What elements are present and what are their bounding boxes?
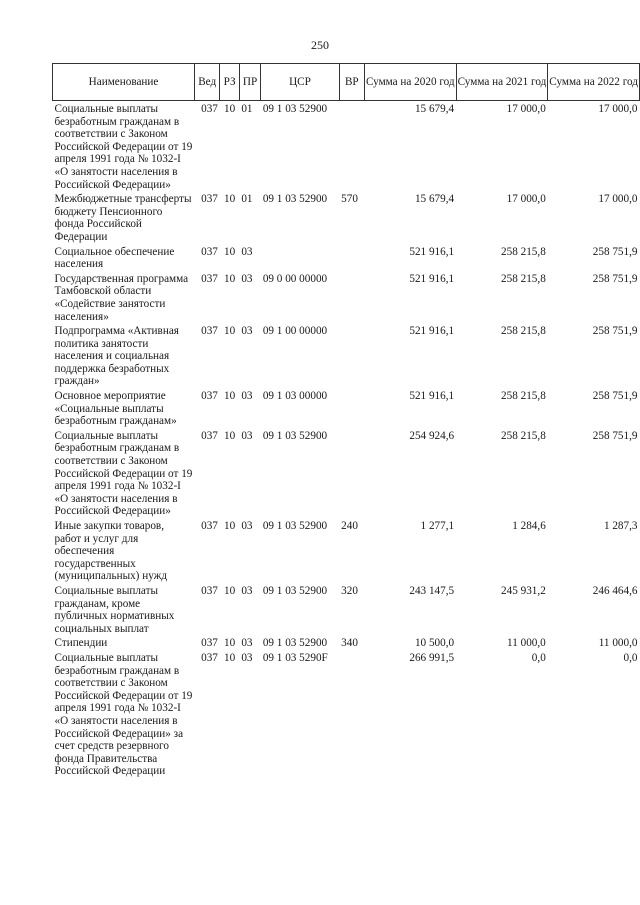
cell-sum-2021: 258 215,8 xyxy=(501,245,546,258)
cell-sum-2022: 258 751,9 xyxy=(592,245,638,258)
cell-pr: 03 xyxy=(241,584,253,597)
cell-sum-2021: 258 215,8 xyxy=(501,272,546,285)
table-row xyxy=(53,323,640,388)
cell-ved: 037 xyxy=(201,390,218,403)
table-body xyxy=(53,101,640,778)
header-vr: ВР xyxy=(339,64,364,101)
cell-name: Основное мероприятие «Социальные выплаты безработным гражданам» xyxy=(54,390,177,428)
cell-sum-2022: 258 751,9 xyxy=(592,390,638,403)
cell-vr xyxy=(339,650,364,778)
cell-csr: 09 1 03 52900 xyxy=(262,429,328,442)
cell-name: Межбюджетные трансферты бюджету Пенсионного фонда Российской Федерации xyxy=(54,193,192,243)
cell-sum-2020: 243 147,5 xyxy=(409,584,455,597)
header-ved: Вед xyxy=(195,64,220,101)
cell-ved: 037 xyxy=(201,272,218,285)
cell-name: Государственная программа Тамбовской области «Содействие занятости населения» xyxy=(54,272,189,323)
header-sum-2020: Сумма на 2020 год xyxy=(364,64,456,101)
cell-rz: 10 xyxy=(224,272,236,285)
cell-ved: 037 xyxy=(201,103,218,115)
cell-sum-2021: 17 000,0 xyxy=(506,193,546,206)
cell-pr: 03 xyxy=(241,245,253,258)
cell-vr: 570 xyxy=(341,193,358,206)
cell-sum-2020: 266 991,5 xyxy=(409,651,455,664)
cell-name: Социальные выплаты гражданам, кроме публичных нормативных социальных выплат xyxy=(54,584,175,635)
cell-csr: 09 1 03 52900 xyxy=(262,637,328,650)
cell-sum-2022: 11 000,0 xyxy=(598,637,638,650)
cell-sum-2022: 258 751,9 xyxy=(592,325,638,338)
cell-rz: 10 xyxy=(224,637,236,650)
cell-vr xyxy=(339,428,364,518)
cell-vr xyxy=(339,244,364,271)
cell-sum-2021: 258 215,8 xyxy=(501,429,546,442)
cell-sum-2020: 521 916,1 xyxy=(409,390,455,403)
table-row xyxy=(53,244,640,271)
cell-vr xyxy=(339,271,364,323)
cell-ved: 037 xyxy=(201,245,218,258)
cell-sum-2022: 1 287,3 xyxy=(603,520,638,532)
cell-name: Подпрограмма «Активная политика занятости населения и социальная поддержка безработных граждан» xyxy=(54,325,179,388)
header-sum-2021: Сумма на 2021 год xyxy=(456,64,548,101)
cell-csr: 09 1 03 5290F xyxy=(262,651,328,664)
cell-ved: 037 xyxy=(201,325,218,338)
table-row xyxy=(53,101,640,192)
table-row xyxy=(53,518,640,583)
header-csr: ЦСР xyxy=(261,64,339,101)
cell-pr: 03 xyxy=(241,390,253,403)
cell-sum-2020: 521 916,1 xyxy=(409,272,455,285)
cell-csr: 09 1 03 52900 xyxy=(262,584,328,597)
cell-sum-2022: 0,0 xyxy=(623,651,638,664)
cell-sum-2021: 258 215,8 xyxy=(501,325,546,338)
cell-ved: 037 xyxy=(201,651,218,664)
cell-pr: 03 xyxy=(241,637,253,650)
budget-table xyxy=(52,63,640,778)
cell-pr: 01 xyxy=(241,103,253,115)
cell-sum-2020: 15 679,4 xyxy=(414,193,455,206)
cell-sum-2020: 1 277,1 xyxy=(420,520,455,532)
cell-sum-2020: 521 916,1 xyxy=(409,245,455,258)
cell-sum-2022: 17 000,0 xyxy=(598,103,638,115)
cell-sum-2020: 521 916,1 xyxy=(409,325,455,338)
cell-ved: 037 xyxy=(201,584,218,597)
header-pr: ПР xyxy=(239,64,260,101)
cell-csr: 09 1 03 52900 xyxy=(262,520,328,532)
header-sum-2022: Сумма на 2022 год xyxy=(548,64,640,101)
table-row xyxy=(53,635,640,650)
cell-pr: 01 xyxy=(241,193,253,206)
cell-vr xyxy=(339,388,364,428)
cell-rz: 10 xyxy=(224,193,236,206)
cell-rz: 10 xyxy=(224,651,236,664)
cell-vr xyxy=(339,101,364,192)
header-rz: РЗ xyxy=(220,64,239,101)
cell-name: Социальные выплаты безработным гражданам в соответствии с Законом Российской Федерации от 19 апреля 1991 года № 1032-I «О занятости населения в Российской Федерации» xyxy=(54,429,193,518)
cell-rz: 10 xyxy=(224,245,236,258)
cell-sum-2021: 1 284,6 xyxy=(512,520,546,532)
cell-pr: 03 xyxy=(241,520,253,532)
cell-sum-2021: 0,0 xyxy=(531,651,546,664)
cell-sum-2020: 254 924,6 xyxy=(409,429,455,442)
cell-vr: 340 xyxy=(341,637,358,650)
cell-sum-2022: 17 000,0 xyxy=(598,193,638,206)
cell-name: Стипендии xyxy=(54,637,108,650)
cell-sum-2022: 246 464,6 xyxy=(592,584,638,597)
cell-rz: 10 xyxy=(224,103,236,115)
cell-rz: 10 xyxy=(224,390,236,403)
cell-csr: 09 0 00 00000 xyxy=(262,272,328,285)
cell-vr xyxy=(339,323,364,388)
cell-sum-2020: 10 500,0 xyxy=(414,637,455,650)
cell-rz: 10 xyxy=(224,520,236,532)
cell-csr: 09 1 03 00000 xyxy=(262,390,328,403)
cell-ved: 037 xyxy=(201,429,218,442)
page-number: 250 xyxy=(311,38,329,52)
cell-sum-2021: 11 000,0 xyxy=(507,637,546,650)
table-row xyxy=(53,191,640,243)
cell-sum-2022: 258 751,9 xyxy=(592,272,638,285)
cell-rz: 10 xyxy=(224,429,236,442)
cell-ved: 037 xyxy=(201,637,218,650)
cell-ved: 037 xyxy=(201,193,218,206)
cell-sum-2021: 245 931,2 xyxy=(501,584,546,597)
table-header-row xyxy=(53,64,640,101)
cell-pr: 03 xyxy=(241,429,253,442)
table-row xyxy=(53,650,640,778)
cell-csr xyxy=(261,244,339,271)
cell-name: Социальные выплаты безработным гражданам в соответствии с Законом Российской Федерации от 19 апреля 1991 года № 1032-I «О занятости населения в Российской Федерации» за счет средств резервного фонда Правительства Российской Федерации xyxy=(54,651,193,778)
cell-vr: 320 xyxy=(341,584,358,597)
table-row xyxy=(53,271,640,323)
cell-csr: 09 1 00 00000 xyxy=(262,325,328,338)
cell-rz: 10 xyxy=(224,584,236,597)
cell-csr: 09 1 03 52900 xyxy=(262,103,328,115)
cell-vr: 240 xyxy=(341,520,358,532)
cell-rz: 10 xyxy=(224,325,236,338)
header-name: Наименование xyxy=(53,64,195,101)
table-row xyxy=(53,388,640,428)
cell-sum-2020: 15 679,4 xyxy=(414,103,455,115)
cell-name: Социальное обеспечение населения xyxy=(54,245,175,271)
cell-sum-2022: 258 751,9 xyxy=(592,429,638,442)
cell-ved: 037 xyxy=(201,520,218,532)
cell-name: Социальные выплаты безработным гражданам в соответствии с Законом Российской Федерации от 19 апреля 1991 года № 1032-I «О занятости населения в Российской Федерации» xyxy=(54,103,193,191)
cell-pr: 03 xyxy=(241,651,253,664)
cell-pr: 03 xyxy=(241,325,253,338)
table-row xyxy=(53,428,640,518)
cell-pr: 03 xyxy=(241,272,253,285)
cell-sum-2021: 258 215,8 xyxy=(501,390,546,403)
cell-csr: 09 1 03 52900 xyxy=(262,193,328,206)
table-row xyxy=(53,583,640,635)
cell-sum-2021: 17 000,0 xyxy=(506,103,546,115)
cell-name: Иные закупки товаров, работ и услуг для обеспечения государственных (муниципальных) нужд xyxy=(54,520,168,583)
